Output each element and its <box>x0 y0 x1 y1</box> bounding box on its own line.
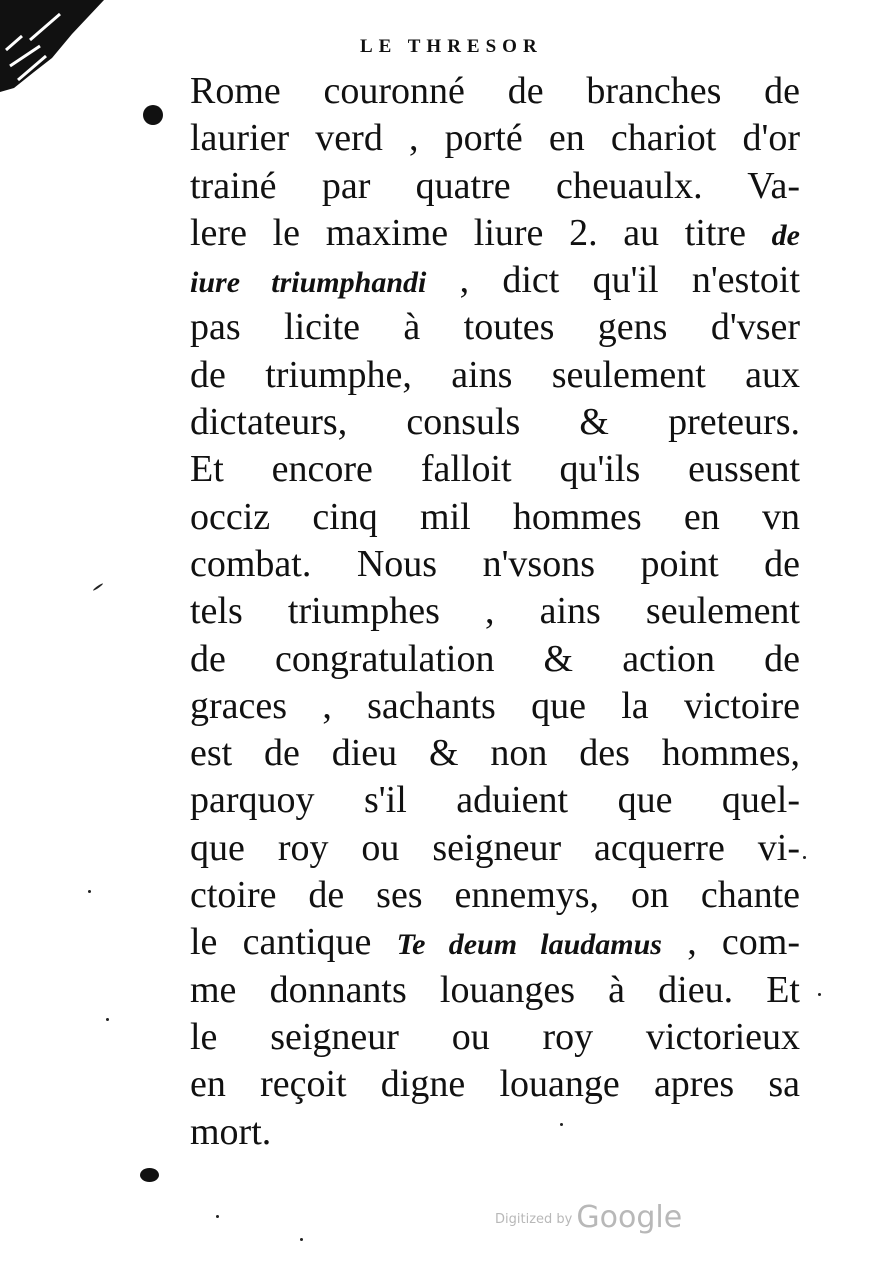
text-line: pas licite à toutes gens d'vser <box>190 306 800 349</box>
digitized-watermark <box>495 1200 682 1235</box>
text-line: lere le maxime liure 2. au titre de <box>190 211 800 254</box>
margin-dot-bottom <box>140 1168 159 1182</box>
speck <box>88 890 91 893</box>
italic-phrase: iure triumphandi <box>190 266 427 300</box>
text-line: le cantique Te deum laudamus , com- <box>190 921 801 964</box>
speck <box>216 1215 219 1218</box>
text-line: Et encore falloit qu'ils eussent <box>190 448 800 491</box>
text-line: dictateurs, consuls & preteurs. <box>190 401 800 444</box>
running-head: LE THRESOR <box>360 36 543 57</box>
speck <box>818 993 821 996</box>
italic-phrase: Te deum laudamus <box>396 928 662 962</box>
text-line: combat. Nous n'vsons point de <box>190 542 800 585</box>
margin-dot-top <box>143 105 163 125</box>
text-line: trainé par quatre cheuaulx. Va- <box>190 164 800 207</box>
text-line: Rome couronné de branches de <box>190 70 800 112</box>
body-text <box>190 68 800 1156</box>
speck <box>803 856 806 859</box>
text-line: tels triumphes , ains seulement <box>190 590 800 633</box>
text-line: laurier verd , porté en chariot d'or <box>190 117 800 160</box>
torn-corner-mark <box>0 0 105 95</box>
text-line: iure triumphandi , dict qu'il n'estoit <box>190 259 800 302</box>
text-line: que roy ou seigneur acquerre vi- <box>190 826 800 869</box>
text-line-last: mort. <box>190 1110 272 1153</box>
text-line: de congratulation & action de <box>190 637 800 680</box>
text-line: est de dieu & non des hommes, <box>190 732 800 775</box>
text-line: graces , sachants que la victoire <box>190 684 800 727</box>
text-line: ctoire de ses ennemys, on chante <box>190 874 800 917</box>
watermark-prefix: Digitized by <box>495 1212 573 1227</box>
text-line: parquoy s'il aduient que quel- <box>190 779 800 822</box>
text-line: de triumphe, ains seulement aux <box>190 353 800 396</box>
text-line: occiz cinq mil hommes en vn <box>190 495 800 538</box>
text-line: en reçoit digne louange apres sa <box>190 1063 800 1106</box>
italic-phrase: de <box>771 218 800 252</box>
text-line: me donnants louanges à dieu. Et <box>190 968 800 1011</box>
text-line: le seigneur ou roy victorieux <box>190 1015 800 1058</box>
speck <box>93 583 104 592</box>
watermark-brand: Google <box>576 1200 683 1235</box>
speck <box>300 1238 303 1241</box>
speck <box>106 1018 109 1021</box>
